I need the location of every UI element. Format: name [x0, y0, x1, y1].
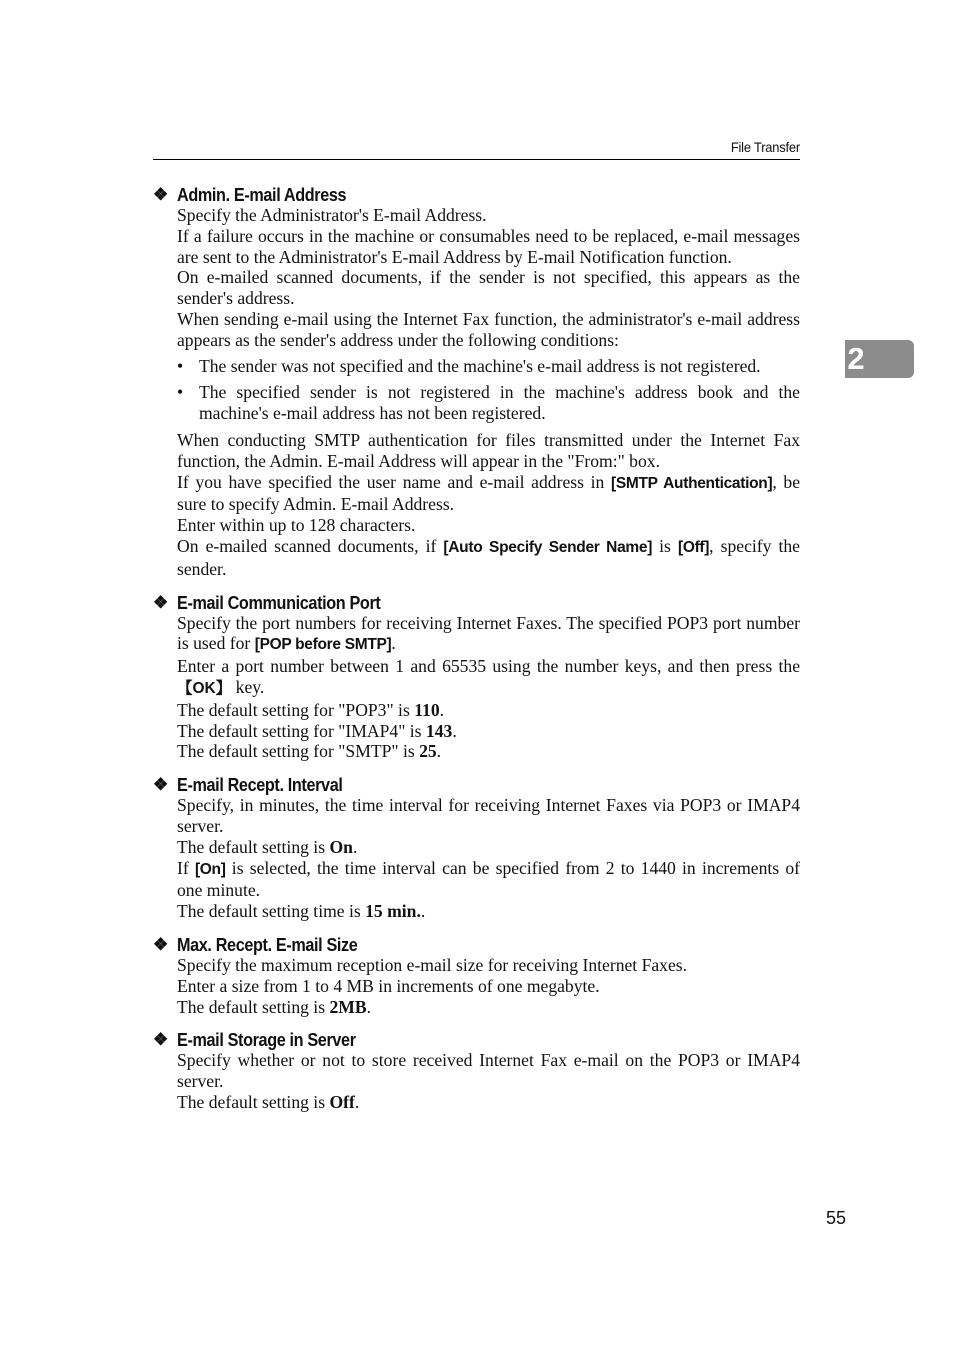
- section-body: [177, 613, 800, 763]
- paragraph: [177, 901, 800, 922]
- section-body: [177, 205, 800, 580]
- text: .: [420, 901, 426, 922]
- section-max-recept-email-size: [153, 934, 800, 1017]
- diamond-bullet-icon: ❖: [153, 934, 168, 954]
- section-body: [177, 795, 800, 922]
- paragraph: [177, 837, 800, 858]
- ui-label-off: [Off]: [677, 538, 710, 556]
- diamond-bullet-icon: ❖: [153, 775, 168, 795]
- text: The default setting is: [177, 1091, 330, 1112]
- paragraph: [177, 1092, 800, 1113]
- paragraph: Specify, in minutes, the time interval for receiving Internet Faxes via POP3 or IMAP4 server.: [177, 795, 800, 836]
- text: .: [352, 836, 358, 857]
- paragraph: Enter a size from 1 to 4 MB in increments of one megabyte.: [177, 975, 600, 996]
- default-value: 143: [425, 720, 453, 741]
- text: If: [177, 857, 195, 878]
- section-email-communication-port: [153, 592, 800, 763]
- text: .: [436, 741, 442, 762]
- diamond-bullet-icon: ❖: [153, 185, 168, 204]
- text: , be sure to specify Admin. E-mail Address.: [177, 471, 800, 515]
- section-email-recept-interval: [153, 774, 800, 922]
- default-value: 2MB: [329, 996, 367, 1017]
- paragraph: [177, 656, 800, 700]
- header-rule: [153, 159, 800, 160]
- text: .: [452, 720, 457, 741]
- text: The default setting for "POP3" is: [177, 699, 415, 720]
- section-heading: [153, 774, 800, 796]
- paragraph: Specify the maximum reception e-mail size for receiving Internet Faxes.: [177, 954, 688, 975]
- section-body: [177, 955, 800, 1017]
- default-value: 25: [419, 741, 437, 762]
- text: The default setting for "IMAP4" is: [177, 720, 426, 741]
- text: Specify the port numbers for receiving Internet Faxes. The specified POP3 port number is used for: [177, 612, 800, 654]
- list-item: [177, 382, 800, 424]
- section-title: Admin. E-mail Address: [177, 185, 347, 205]
- text: is: [652, 535, 678, 556]
- text: The default setting is: [177, 836, 330, 857]
- text: key.: [231, 676, 265, 697]
- ok-key-label: 【OK】: [177, 679, 232, 697]
- section-title: E-mail Storage in Server: [177, 1030, 356, 1051]
- text: The default setting for "SMTP" is: [177, 741, 420, 762]
- paragraph: [177, 721, 800, 742]
- paragraph: If a failure occurs in the machine or consumables need to be replaced, e-mail messages are sent to the Administrator's E-mail Address by E-mail Notification function.: [177, 225, 800, 267]
- text: is selected, the time interval can be specified from 2 to 1440 in increments of one minute.: [177, 857, 800, 901]
- condition-list: [177, 356, 800, 424]
- text: If you have specified the user name and e-mail address in: [177, 471, 611, 492]
- bullet-dot: •: [177, 382, 184, 403]
- list-item-text: The sender was not specified and the machine's e-mail address is not registered.: [199, 355, 761, 376]
- text: On e-mailed scanned documents, if: [177, 535, 444, 556]
- ui-label-auto-specify-sender-name: [Auto Specify Sender Name]: [443, 538, 653, 556]
- paragraph: [177, 613, 800, 657]
- diamond-bullet-icon: ❖: [153, 1030, 168, 1050]
- paragraph: When sending e-mail using the Internet Fax function, the administrator's e-mail address appears as the sender's address under the following conditions:: [177, 308, 800, 350]
- default-value: On: [329, 836, 353, 857]
- default-value: Off: [329, 1091, 355, 1112]
- text: The default setting time is: [177, 901, 366, 922]
- paragraph: [177, 858, 800, 902]
- text: .: [354, 1091, 360, 1112]
- paragraph: Enter within up to 128 characters.: [177, 515, 416, 536]
- diamond-bullet-icon: ❖: [153, 592, 168, 612]
- paragraph: [177, 741, 800, 762]
- text: .: [391, 633, 396, 654]
- ui-label-pop-before-smtp: [POP before SMTP]: [254, 636, 392, 654]
- paragraph: Specify whether or not to store received Internet Fax e-mail on the POP3 or IMAP4 server.: [177, 1050, 800, 1092]
- section-heading: [153, 592, 800, 614]
- paragraph: [177, 536, 800, 580]
- page-content: [153, 184, 800, 1125]
- section-title: Max. Recept. E-mail Size: [177, 934, 358, 955]
- text: .: [366, 996, 371, 1017]
- chapter-number: 2: [847, 341, 865, 376]
- running-header: File Transfer: [730, 139, 800, 155]
- paragraph: Specify the Administrator's E-mail Address.: [177, 205, 487, 225]
- text: , specify the sender.: [177, 535, 800, 579]
- list-item-text: The specified sender is not registered in the machine's address book and the machine's e-mail address has not been registered.: [199, 382, 800, 424]
- ui-label-smtp-authentication: [SMTP Authentication]: [611, 474, 773, 492]
- default-value: 110: [414, 699, 440, 720]
- paragraph: [177, 472, 800, 516]
- bullet-dot: •: [177, 355, 184, 376]
- section-email-storage-in-server: [153, 1029, 800, 1112]
- default-value: 15 min.: [365, 901, 421, 922]
- text: Enter a port number between 1 and 65535 using the number keys, and then press the: [177, 656, 800, 677]
- text: .: [439, 699, 445, 720]
- paragraph: [177, 700, 800, 721]
- section-heading: [153, 1029, 800, 1051]
- paragraph: On e-mailed scanned documents, if the sender is not specified, this appears as the sender's address.: [177, 267, 800, 309]
- section-heading: [153, 184, 800, 206]
- paragraph: When conducting SMTP authentication for files transmitted under the Internet Fax function, the Admin. E-mail Address will appear in the "From:" box.: [177, 429, 800, 471]
- page-number: 55: [825, 1208, 846, 1228]
- section-admin-email-address: [153, 184, 800, 580]
- paragraph: [177, 997, 800, 1018]
- chapter-tab: [845, 340, 914, 378]
- section-body: [177, 1050, 800, 1112]
- ui-label-on: [On]: [194, 860, 226, 878]
- section-title: E-mail Communication Port: [177, 592, 381, 613]
- section-title: E-mail Recept. Interval: [177, 775, 343, 796]
- list-item: [177, 356, 800, 377]
- text: The default setting is: [177, 996, 330, 1017]
- section-heading: [153, 934, 800, 956]
